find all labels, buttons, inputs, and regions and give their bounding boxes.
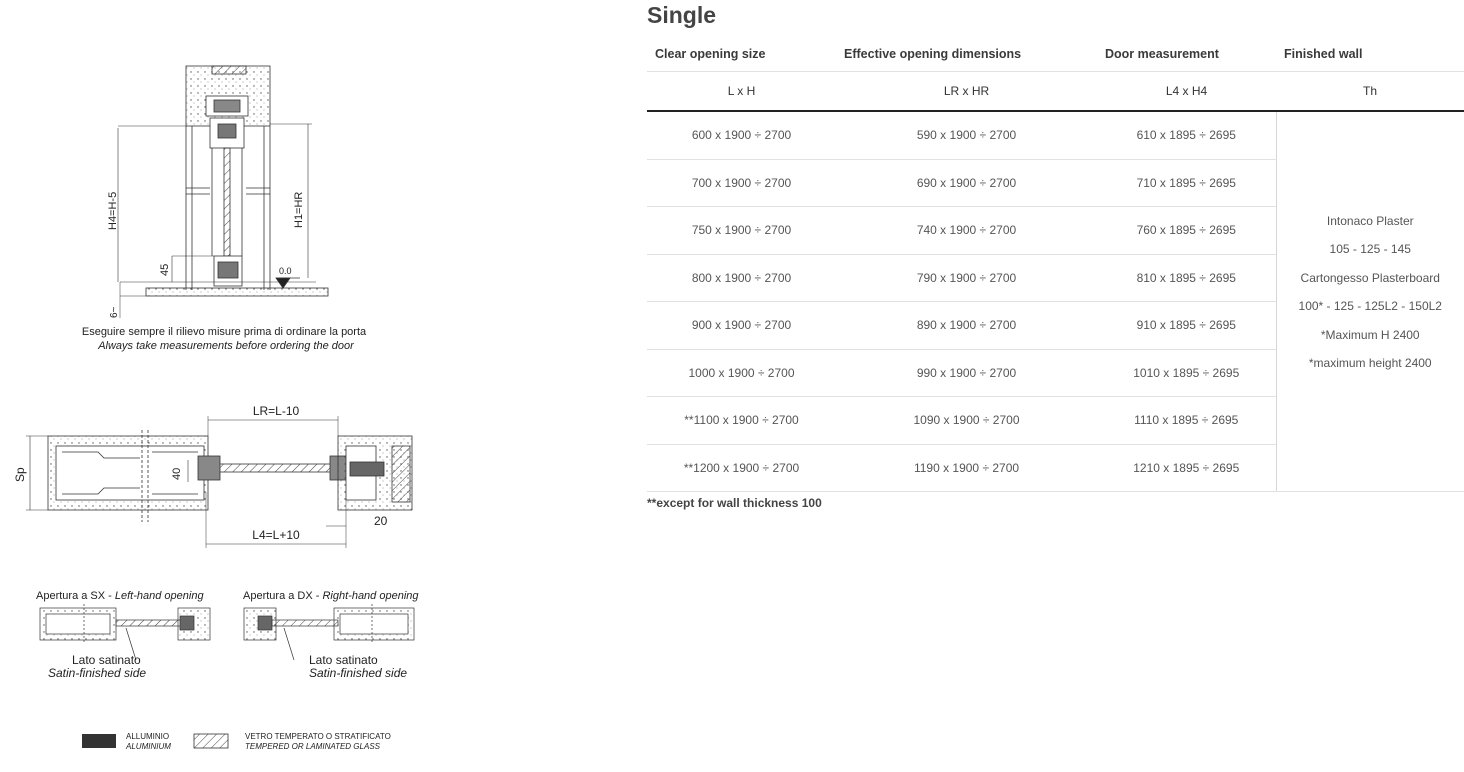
finished-wall-line: *maximum height 2400	[1308, 356, 1432, 370]
cell-effective-opening: 990 x 1900 ÷ 2700	[836, 349, 1097, 397]
right-opening-diagram	[244, 604, 414, 660]
footnote: **except for wall thickness 100	[647, 496, 822, 510]
cell-door-measurement: 760 x 1895 ÷ 2695	[1097, 207, 1276, 255]
cell-effective-opening: 690 x 1900 ÷ 2700	[836, 159, 1097, 207]
satin-side-left-it: Lato satinato	[72, 653, 141, 667]
header-effective-opening: Effective opening dimensions	[836, 36, 1097, 72]
measure-note-it: Eseguire sempre il rilievo misure prima di ordinare la porta	[81, 326, 367, 338]
subheader-lrxhr: LR x HR	[836, 72, 1097, 112]
legend-alu-en: ALUMINIUM	[126, 742, 171, 751]
dim-40: 40	[171, 467, 183, 480]
finished-wall-line: 105 - 125 - 145	[1329, 242, 1411, 256]
cell-clear-opening: 750 x 1900 ÷ 2700	[647, 207, 836, 255]
cell-door-measurement: 1110 x 1895 ÷ 2695	[1097, 397, 1276, 445]
finished-wall-cell	[1276, 111, 1464, 492]
dim-20: 20	[374, 514, 388, 528]
dim-sp: Sp	[13, 467, 27, 482]
cell-door-measurement: 610 x 1895 ÷ 2695	[1097, 111, 1276, 159]
dim-6: 6~	[109, 306, 120, 318]
cell-clear-opening: 900 x 1900 ÷ 2700	[647, 302, 836, 350]
cell-effective-opening: 590 x 1900 ÷ 2700	[836, 111, 1097, 159]
cell-clear-opening: 600 x 1900 ÷ 2700	[647, 111, 836, 159]
cell-clear-opening: 800 x 1900 ÷ 2700	[647, 254, 836, 302]
legend-alu-it: ALLUMINIO	[126, 732, 170, 741]
dim-45: 45	[159, 263, 171, 276]
cell-clear-opening: 1000 x 1900 ÷ 2700	[647, 349, 836, 397]
glass-swatch	[194, 734, 228, 748]
horizontal-section	[26, 416, 412, 548]
satin-side-left-en: Satin-finished side	[48, 666, 147, 680]
cell-clear-opening: **1200 x 1900 ÷ 2700	[647, 444, 836, 492]
table-subheader-row	[647, 72, 1464, 112]
measure-note-en: Always take measurements before ordering the door	[98, 340, 354, 352]
technical-drawing	[0, 0, 640, 772]
cell-door-measurement: 810 x 1895 ÷ 2695	[1097, 254, 1276, 302]
subheader-l4xh4: L4 x H4	[1097, 72, 1276, 112]
satin-side-right-en: Satin-finished side	[309, 666, 408, 680]
header-clear-opening: Clear opening size	[647, 36, 836, 72]
cell-effective-opening: 740 x 1900 ÷ 2700	[836, 207, 1097, 255]
finished-wall-line: 100* - 125 - 125L2 - 150L2	[1298, 299, 1442, 313]
header-finished-wall: Finished wall	[1276, 36, 1464, 72]
cell-effective-opening: 890 x 1900 ÷ 2700	[836, 302, 1097, 350]
cell-door-measurement: 710 x 1895 ÷ 2695	[1097, 159, 1276, 207]
cell-effective-opening: 1190 x 1900 ÷ 2700	[836, 444, 1097, 492]
dim-00: 0.0	[279, 266, 292, 276]
cell-clear-opening: 700 x 1900 ÷ 2700	[647, 159, 836, 207]
dim-l4: L4=L+10	[252, 528, 300, 542]
dim-h1: H1=HR	[293, 191, 305, 228]
cell-door-measurement: 1010 x 1895 ÷ 2695	[1097, 349, 1276, 397]
finished-wall-line: Cartongesso Plasterboard	[1300, 270, 1440, 285]
subheader-lxh: L x H	[647, 72, 836, 112]
satin-side-right-it: Lato satinato	[309, 653, 378, 667]
dimensions-table	[647, 36, 1464, 492]
finished-wall-line: Intonaco Plaster	[1326, 213, 1414, 228]
legend-glass-en: TEMPERED OR LAMINATED GLASS	[245, 742, 380, 751]
cell-door-measurement: 1210 x 1895 ÷ 2695	[1097, 444, 1276, 492]
left-opening-diagram	[40, 604, 210, 660]
cell-effective-opening: 1090 x 1900 ÷ 2700	[836, 397, 1097, 445]
legend-glass-it: VETRO TEMPERATO O STRATIFICATO	[245, 732, 391, 741]
right-opening-label: Apertura a DX - Right-hand opening	[243, 590, 419, 602]
page-title: Single	[647, 2, 717, 28]
table-row	[647, 111, 1464, 159]
cell-door-measurement: 910 x 1895 ÷ 2695	[1097, 302, 1276, 350]
subheader-th: Th	[1276, 72, 1464, 112]
dim-h4: H4=H-5	[107, 191, 119, 230]
left-opening-label: Apertura a SX - Left-hand opening	[36, 590, 204, 602]
table-header-row	[647, 36, 1464, 72]
aluminium-swatch	[82, 734, 116, 748]
header-door-measurement: Door measurement	[1097, 36, 1276, 72]
finished-wall-line: *Maximum H 2400	[1320, 327, 1420, 342]
dim-lr: LR=L-10	[252, 404, 300, 418]
cell-clear-opening: **1100 x 1900 ÷ 2700	[647, 397, 836, 445]
cell-effective-opening: 790 x 1900 ÷ 2700	[836, 254, 1097, 302]
